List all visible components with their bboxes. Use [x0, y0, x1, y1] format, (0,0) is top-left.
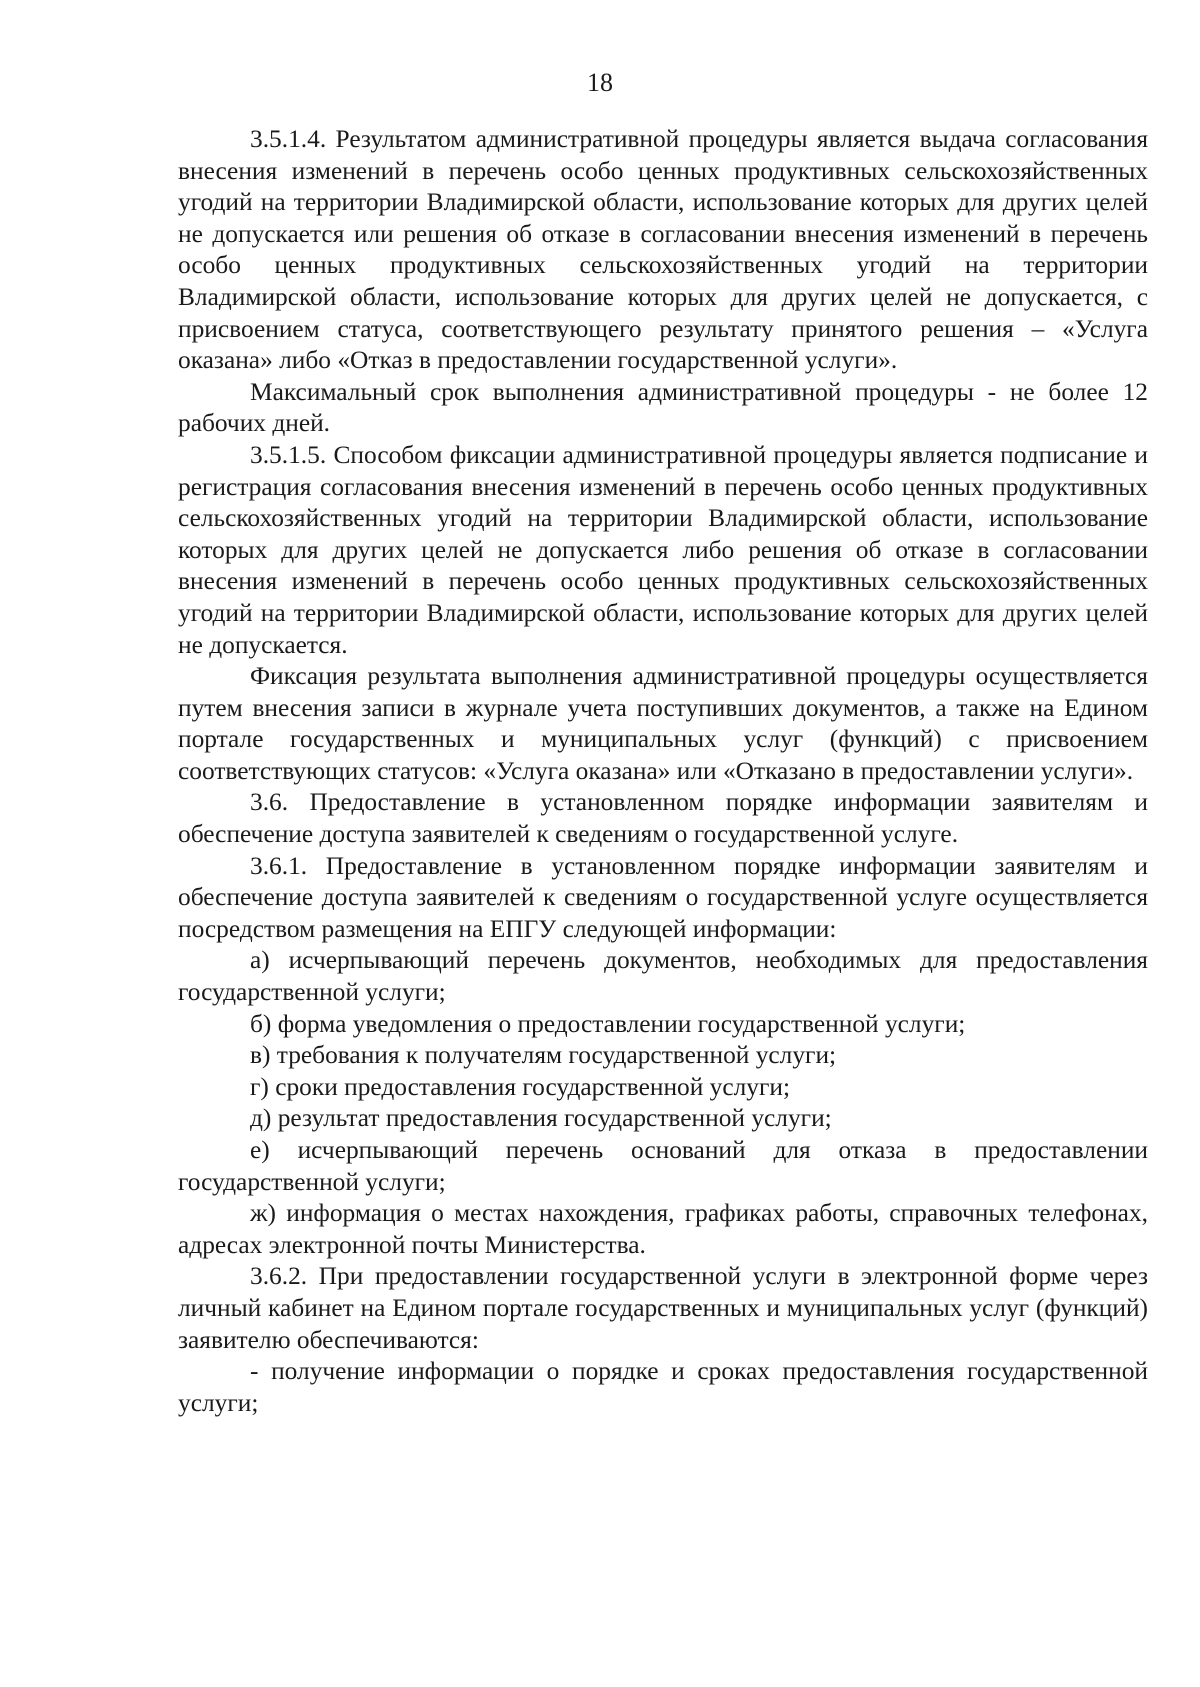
list-item-v: в) требования к получателям государственной услуги; — [250, 1041, 837, 1070]
list-item-g: г) сроки предоставления государственной услуги; — [250, 1072, 791, 1101]
paragraph-max-term: Максимальный срок выполнения административной процедуры - не более 12 рабочих дней. — [178, 377, 1148, 438]
paragraph-result-fixation: Фиксация результата выполнения административной процедуры осуществляется путем внесения записи в журнале учета поступивших документов, а также на Едином портале государственных и муниципальных услуг (функций) с присвоением соответствующих статусов: «Услуга оказана» или «Отказано в предоставлении услуги». — [178, 662, 1148, 785]
list-item-b: б) форма уведомления о предоставлении государственной услуги; — [250, 1009, 966, 1038]
page-number: 18 — [587, 68, 613, 97]
list-item-zh: ж) информация о местах нахождения, графиках работы, справочных телефонах, адресах электронной почты Министерства. — [178, 1199, 1148, 1259]
list-item-a: а) исчерпывающий перечень документов, необходимых для предоставления государственной услуги; — [178, 946, 1148, 1007]
paragraph-3-6-2: 3.6.2. При предоставлении государственной услуги в электронной форме через личный кабинет на Едином портале государственных и муниципальных услуг (функций) заявителю обеспечиваются: — [178, 1262, 1148, 1354]
document-body — [178, 124, 1148, 1419]
paragraph-3-6-1: 3.6.1. Предоставление в установленном порядке информации заявителям и обеспечение доступа заявителей к сведениям о государственной услуге осуществляется посредством размещения на ЕПГУ следующей информации: — [178, 851, 1148, 943]
list-item-dash: - получение информации о порядке и сроках предоставления государственной услуги; — [178, 1357, 1148, 1417]
paragraph-3-5-1-4: 3.5.1.4. Результатом административной процедуры является выдача согласования внесения изменений в перечень особо ценных продуктивных сельскохозяйственных угодий на территории Владимирской области, использование которых для других целей не допускается или решения об отказе в согласовании внесения изменений в перечень особо ценных продуктивных сельскохозяйственных угодий на территории Владимирской области, использование которых для других целей не допускается, с присвоением статуса, соответствующего результату принятого решения – «Услуга оказана» либо «Отказ в предоставлении государственной услуги». — [178, 125, 1148, 375]
paragraph-3-5-1-5: 3.5.1.5. Способом фиксации административной процедуры является подписание и регистрация согласования внесения изменений в перечень особо ценных продуктивных сельскохозяйственных угодий на территории Владимирской области, использование которых для других целей не допускается либо решения об отказе в согласовании внесения изменений в перечень особо ценных продуктивных сельскохозяйственных угодий на территории Владимирской области, использование которых для других целей не допускается. — [178, 440, 1148, 659]
list-item-d: д) результат предоставления государственной услуги; — [250, 1104, 832, 1133]
paragraph-3-6: 3.6. Предоставление в установленном порядке информации заявителям и обеспечение доступа заявителей к сведениям о государственной услуге. — [178, 788, 1148, 849]
list-item-e: е) исчерпывающий перечень оснований для отказа в предоставлении государственной услуги; — [178, 1136, 1148, 1196]
